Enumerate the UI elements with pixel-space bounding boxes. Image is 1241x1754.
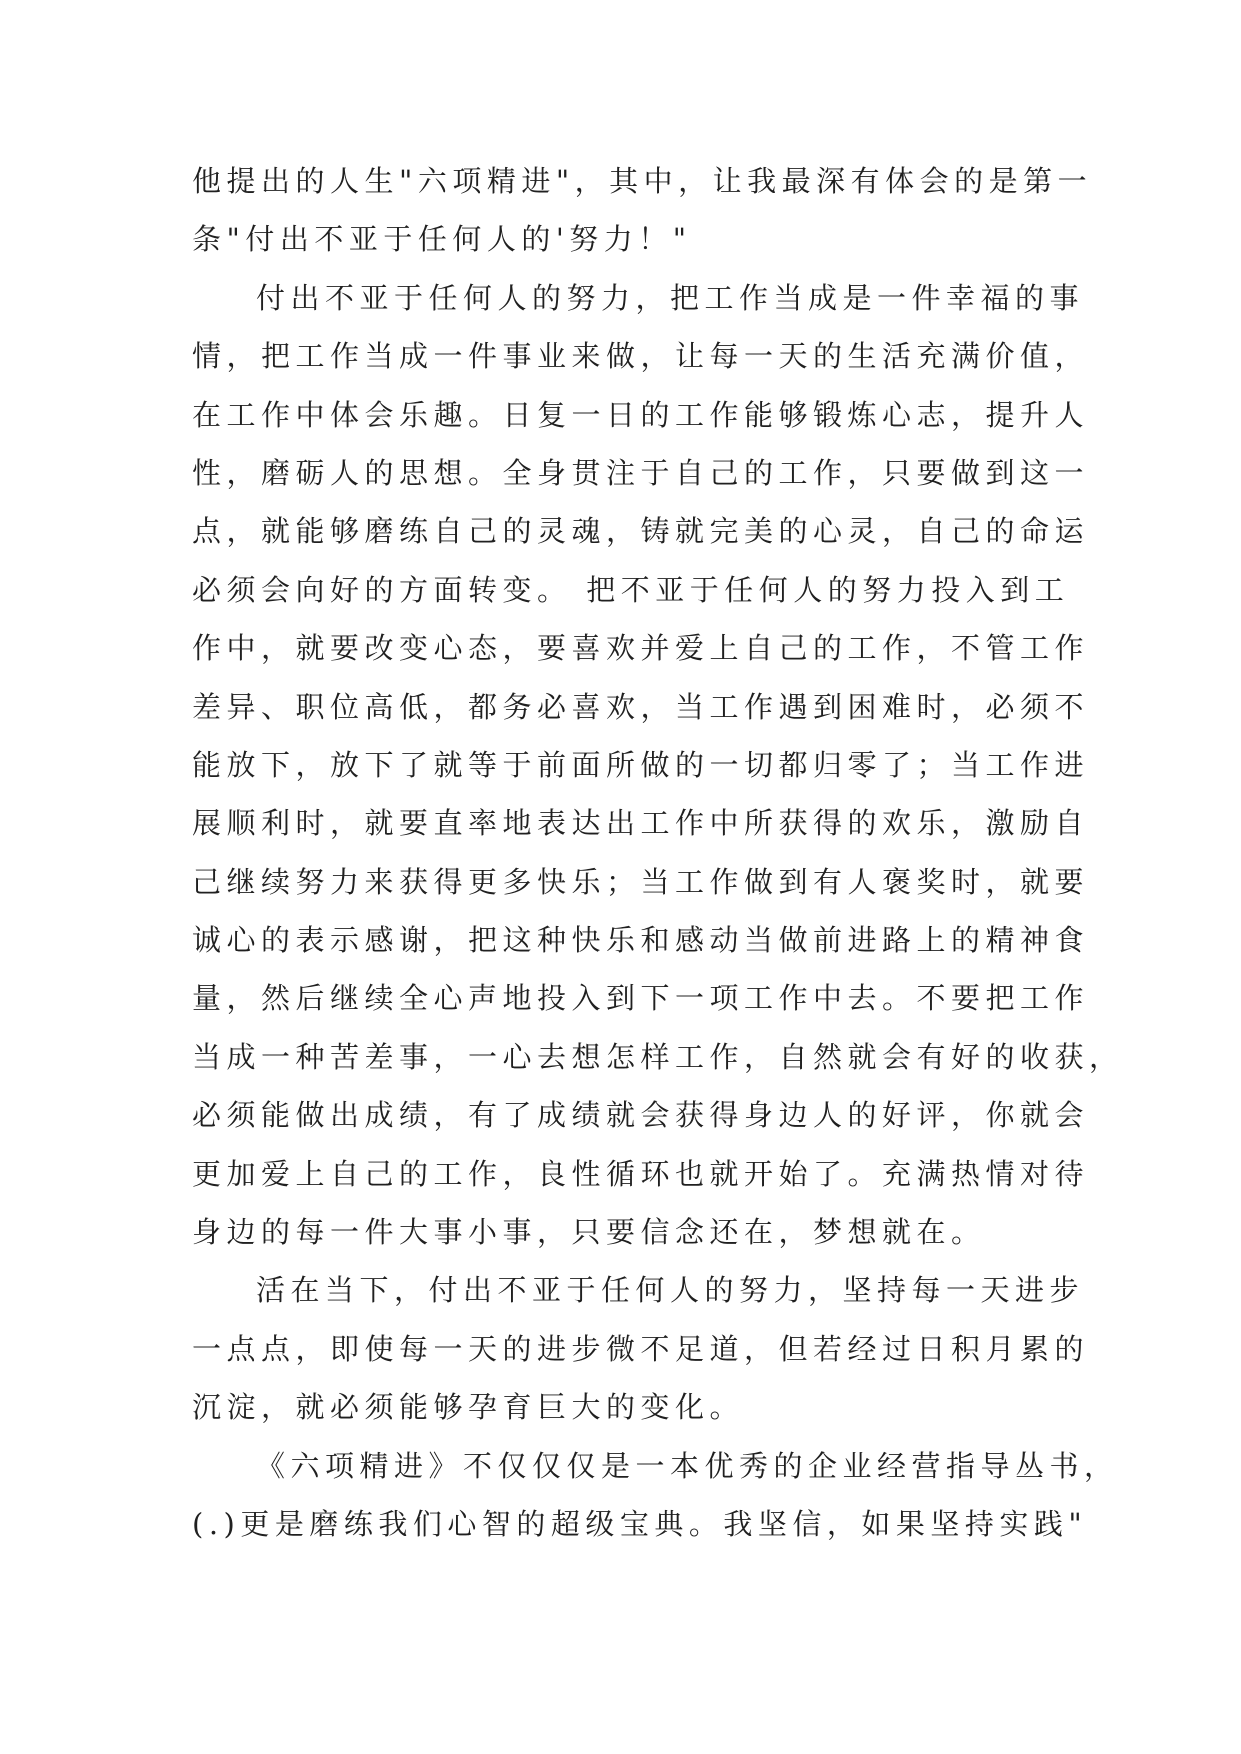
document-body bbox=[192, 152, 1124, 1553]
text-line: 量，然后继续全心声地投入到下一项工作中去。不要把工作 bbox=[192, 981, 1090, 1016]
text-line: 能放下，放下了就等于前面所做的一切都归零了；当工作进 bbox=[192, 747, 1090, 782]
paragraph bbox=[192, 152, 1093, 269]
text-line: 付出不亚于任何人的努力，把工作当成是一件幸福的事 bbox=[256, 280, 1085, 315]
text-line: 当成一种苦差事，一心去想怎样工作，自然就会有好的收获， bbox=[192, 1039, 1124, 1074]
text-line: 沉淀，就必须能够孕育巨大的变化。 bbox=[192, 1390, 745, 1425]
text-line: 必须会向好的方面转变。 把不亚于任何人的努力投入到工 bbox=[192, 572, 1070, 607]
text-line: 己继续努力来获得更多快乐；当工作做到有人褒奖时，就要 bbox=[192, 864, 1090, 899]
text-line: 条"付出不亚于任何人的'努力！" bbox=[192, 222, 692, 257]
text-line: 诚心的表示感谢，把这种快乐和感动当做前进路上的精神食 bbox=[192, 923, 1090, 958]
text-line: 作中，就要改变心态，要喜欢并爱上自己的工作，不管工作 bbox=[192, 631, 1090, 666]
text-line: 《六项精进》不仅仅仅是一本优秀的企业经营指导丛书， bbox=[256, 1448, 1119, 1483]
paragraph bbox=[192, 269, 1124, 1262]
paragraph bbox=[192, 1437, 1119, 1554]
paragraph bbox=[192, 1261, 1090, 1436]
text-line: 身边的每一件大事小事，只要信念还在，梦想就在。 bbox=[192, 1215, 986, 1250]
text-line: 他提出的人生"六项精进"，其中，让我最深有体会的是第一 bbox=[192, 164, 1093, 198]
text-line: 活在当下，付出不亚于任何人的努力，坚持每一天进步 bbox=[256, 1273, 1085, 1308]
text-line: (.)更是磨练我们心智的超级宝典。我坚信，如果坚持实践" bbox=[192, 1506, 1088, 1541]
text-line: 差异、职位高低，都务必喜欢，当工作遇到困难时，必须不 bbox=[192, 689, 1090, 724]
text-line: 点，就能够磨练自己的灵魂，铸就完美的心灵，自己的命运 bbox=[192, 514, 1090, 549]
text-line: 情，把工作当成一件事业来做，让每一天的生活充满价值， bbox=[192, 339, 1090, 374]
text-line: 更加爱上自己的工作，良性循环也就开始了。充满热情对待 bbox=[192, 1156, 1090, 1191]
text-line: 必须能做出成绩，有了成绩就会获得身边人的好评，你就会 bbox=[192, 1098, 1090, 1133]
text-line: 展顺利时，就要直率地表达出工作中所获得的欢乐，激励自 bbox=[192, 806, 1090, 841]
text-line: 性，磨砺人的思想。全身贯注于自己的工作，只要做到这一 bbox=[192, 455, 1090, 490]
text-line: 一点点，即使每一天的进步微不足道，但若经过日积月累的 bbox=[192, 1331, 1090, 1366]
text-line: 在工作中体会乐趣。日复一日的工作能够锻炼心志，提升人 bbox=[192, 397, 1090, 432]
